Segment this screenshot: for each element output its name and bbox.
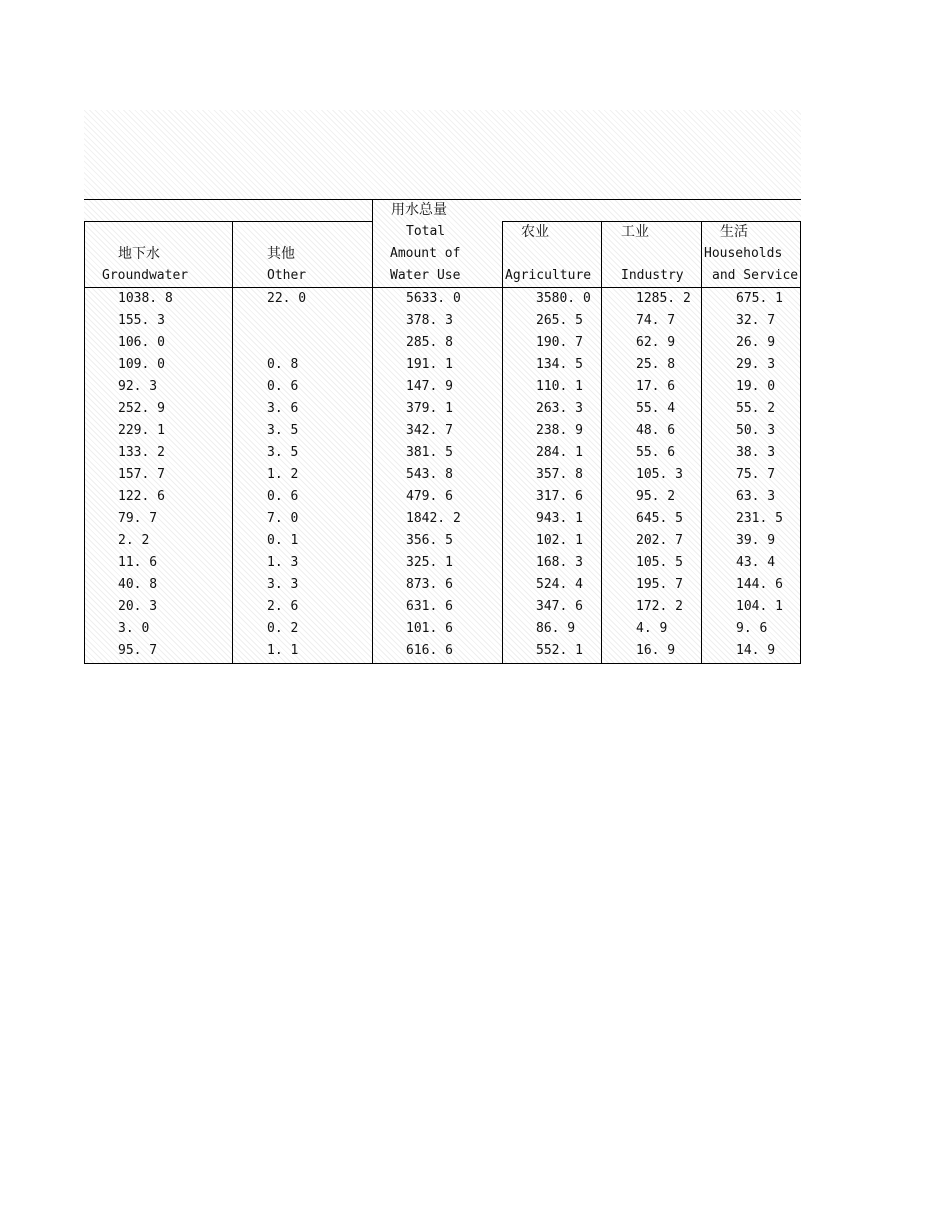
cell-groundwater: 95. 7	[118, 643, 158, 658]
cell-households: 39. 9	[736, 533, 776, 548]
cell-groundwater: 2. 2	[118, 533, 150, 548]
cell-total: 616. 6	[406, 643, 453, 658]
cell-industry: 95. 2	[636, 489, 676, 504]
header-mid-rule-left	[84, 221, 372, 222]
cell-total: 873. 6	[406, 577, 453, 592]
cell-industry: 16. 9	[636, 643, 676, 658]
cell-other: 1. 2	[267, 467, 299, 482]
cell-industry: 17. 6	[636, 379, 676, 394]
cell-agriculture: 552. 1	[536, 643, 583, 658]
header-other-en: Other	[267, 268, 307, 283]
cell-agriculture: 238. 9	[536, 423, 583, 438]
cell-agriculture: 943. 1	[536, 511, 583, 526]
cell-industry: 202. 7	[636, 533, 683, 548]
cell-agriculture: 168. 3	[536, 555, 583, 570]
cell-agriculture: 102. 1	[536, 533, 583, 548]
cell-total: 147. 9	[406, 379, 453, 394]
cell-groundwater: 157. 7	[118, 467, 165, 482]
cell-agriculture: 86. 9	[536, 621, 576, 636]
cell-total: 379. 1	[406, 401, 453, 416]
cell-households: 14. 9	[736, 643, 776, 658]
cell-total: 285. 8	[406, 335, 453, 350]
cell-other: 7. 0	[267, 511, 299, 526]
cell-total: 5633. 0	[406, 291, 461, 306]
cell-households: 63. 3	[736, 489, 776, 504]
cell-agriculture: 110. 1	[536, 379, 583, 394]
header-industry-en: Industry	[621, 268, 684, 283]
cell-total: 325. 1	[406, 555, 453, 570]
cell-other: 3. 5	[267, 445, 299, 460]
cell-groundwater: 133. 2	[118, 445, 165, 460]
cell-groundwater: 20. 3	[118, 599, 158, 614]
cell-households: 675. 1	[736, 291, 783, 306]
cell-households: 32. 7	[736, 313, 776, 328]
cell-households: 75. 7	[736, 467, 776, 482]
header-groundwater-cn: 地下水	[118, 246, 160, 262]
cell-total: 101. 6	[406, 621, 453, 636]
cell-agriculture: 284. 1	[536, 445, 583, 460]
col-border-total-agri	[502, 221, 503, 664]
cell-industry: 1285. 2	[636, 291, 691, 306]
cell-groundwater: 109. 0	[118, 357, 165, 372]
cell-other: 1. 1	[267, 643, 299, 658]
cell-groundwater: 229. 1	[118, 423, 165, 438]
cell-groundwater: 11. 6	[118, 555, 158, 570]
header-total-en-2: Amount of	[390, 246, 461, 261]
cell-industry: 62. 9	[636, 335, 676, 350]
header-groundwater-en: Groundwater	[102, 268, 189, 283]
cell-households: 50. 3	[736, 423, 776, 438]
header-households-cn: 生活	[720, 224, 748, 240]
cell-total: 342. 7	[406, 423, 453, 438]
cell-other: 0. 8	[267, 357, 299, 372]
col-border-groundwater-other	[232, 221, 233, 664]
cell-total: 356. 5	[406, 533, 453, 548]
cell-industry: 4. 9	[636, 621, 668, 636]
cell-other: 0. 6	[267, 489, 299, 504]
cell-households: 43. 4	[736, 555, 776, 570]
cell-agriculture: 347. 6	[536, 599, 583, 614]
cell-other: 0. 2	[267, 621, 299, 636]
cell-other: 3. 6	[267, 401, 299, 416]
col-border-other-total	[372, 199, 373, 664]
cell-total: 191. 1	[406, 357, 453, 372]
col-border-left	[84, 221, 85, 664]
cell-total: 479. 6	[406, 489, 453, 504]
cell-groundwater: 79. 7	[118, 511, 158, 526]
cell-industry: 55. 6	[636, 445, 676, 460]
cell-other: 0. 1	[267, 533, 299, 548]
cell-households: 29. 3	[736, 357, 776, 372]
cell-total: 631. 6	[406, 599, 453, 614]
cell-groundwater: 252. 9	[118, 401, 165, 416]
header-total-cn: 用水总量	[391, 202, 447, 218]
header-households-en-2: and Service	[712, 268, 799, 283]
cell-industry: 48. 6	[636, 423, 676, 438]
hatched-title-band	[84, 110, 801, 200]
cell-agriculture: 134. 5	[536, 357, 583, 372]
col-border-right	[800, 221, 801, 664]
cell-agriculture: 190. 7	[536, 335, 583, 350]
cell-other: 3. 5	[267, 423, 299, 438]
header-households-en-1: Households	[704, 246, 783, 261]
cell-agriculture: 317. 6	[536, 489, 583, 504]
cell-total: 381. 5	[406, 445, 453, 460]
cell-households: 9. 6	[736, 621, 768, 636]
cell-agriculture: 265. 5	[536, 313, 583, 328]
cell-industry: 55. 4	[636, 401, 676, 416]
cell-households: 38. 3	[736, 445, 776, 460]
cell-households: 55. 2	[736, 401, 776, 416]
cell-other: 0. 6	[267, 379, 299, 394]
header-other-cn: 其他	[267, 246, 295, 262]
cell-industry: 172. 2	[636, 599, 683, 614]
cell-agriculture: 263. 3	[536, 401, 583, 416]
header-agriculture-cn: 农业	[521, 224, 549, 240]
cell-industry: 74. 7	[636, 313, 676, 328]
table-bottom-rule	[84, 663, 801, 664]
cell-other: 2. 6	[267, 599, 299, 614]
cell-households: 144. 6	[736, 577, 783, 592]
header-industry-cn: 工业	[621, 224, 649, 240]
cell-groundwater: 92. 3	[118, 379, 158, 394]
cell-other: 3. 3	[267, 577, 299, 592]
cell-total: 378. 3	[406, 313, 453, 328]
cell-other: 22. 0	[267, 291, 307, 306]
cell-agriculture: 524. 4	[536, 577, 583, 592]
cell-groundwater: 40. 8	[118, 577, 158, 592]
header-total-en-3: Water Use	[390, 268, 461, 283]
cell-groundwater: 122. 6	[118, 489, 165, 504]
cell-industry: 105. 3	[636, 467, 683, 482]
col-border-agri-industry	[601, 221, 602, 664]
cell-groundwater: 106. 0	[118, 335, 165, 350]
cell-households: 26. 9	[736, 335, 776, 350]
cell-industry: 25. 8	[636, 357, 676, 372]
cell-industry: 105. 5	[636, 555, 683, 570]
cell-industry: 645. 5	[636, 511, 683, 526]
cell-total: 543. 8	[406, 467, 453, 482]
header-total-en-1: Total	[406, 224, 446, 239]
cell-groundwater: 3. 0	[118, 621, 150, 636]
cell-industry: 195. 7	[636, 577, 683, 592]
cell-agriculture: 357. 8	[536, 467, 583, 482]
cell-total: 1842. 2	[406, 511, 461, 526]
cell-households: 231. 5	[736, 511, 783, 526]
cell-other: 1. 3	[267, 555, 299, 570]
cell-groundwater: 155. 3	[118, 313, 165, 328]
cell-households: 104. 1	[736, 599, 783, 614]
cell-agriculture: 3580. 0	[536, 291, 591, 306]
cell-groundwater: 1038. 8	[118, 291, 173, 306]
water-use-table	[84, 199, 801, 664]
cell-households: 19. 0	[736, 379, 776, 394]
header-agriculture-en: Agriculture	[505, 268, 592, 283]
col-border-industry-house	[701, 221, 702, 664]
